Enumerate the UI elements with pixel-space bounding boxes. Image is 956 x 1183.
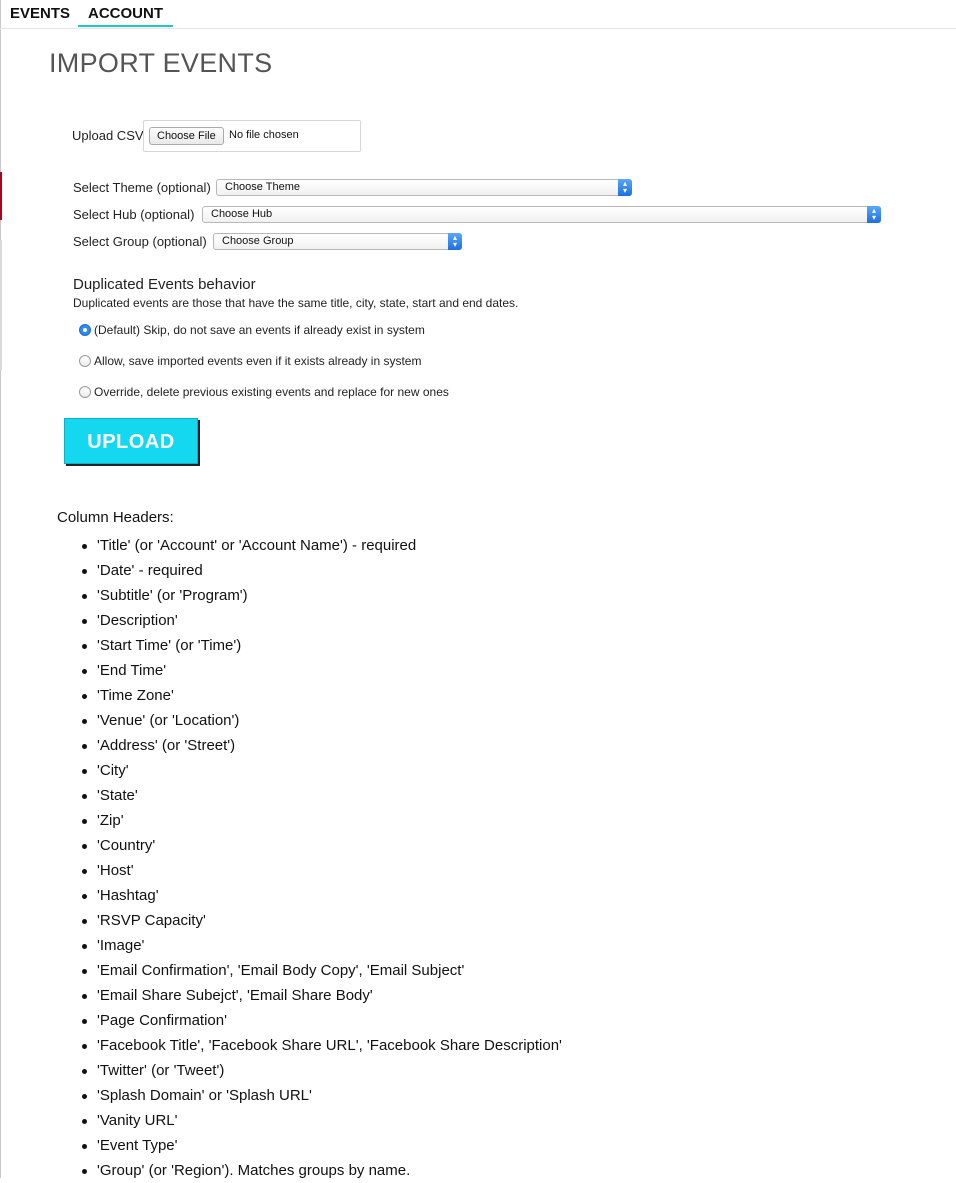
tab-events[interactable]: EVENTS [10,5,71,22]
sidebar-edge-shade [0,240,2,370]
top-navigation [0,0,956,29]
hub-select-label: Select Hub (optional) [73,207,195,222]
list-item: 'End Time' [80,658,562,683]
list-item: 'Twitter' (or 'Tweet') [80,1058,562,1083]
list-item: 'Country' [80,833,562,858]
list-item: 'Page Confirmation' [80,1008,562,1033]
list-item: 'Start Time' (or 'Time') [80,633,562,658]
list-item: 'Title' (or 'Account' or 'Account Name') - required [80,533,562,558]
list-item: 'City' [80,758,562,783]
group-select[interactable] [213,233,462,250]
hub-select[interactable] [202,206,881,223]
column-headers-title: Column Headers: [57,509,174,526]
group-select-value: Choose Group [222,235,294,247]
theme-select-label: Select Theme (optional) [73,180,211,195]
list-item: 'Hashtag' [80,883,562,908]
radio-unchecked-icon[interactable] [79,386,91,398]
list-item: 'Image' [80,933,562,958]
upload-button[interactable]: UPLOAD [64,418,198,464]
radio-label: (Default) Skip, do not save an events if already exist in system [94,323,425,337]
radio-checked-icon[interactable] [79,324,91,336]
list-item: 'RSVP Capacity' [80,908,562,933]
list-item: 'Splash Domain' or 'Splash URL' [80,1083,562,1108]
list-item: 'Description' [80,608,562,633]
list-item: 'Venue' (or 'Location') [80,708,562,733]
theme-select-value: Choose Theme [225,181,301,193]
file-status: No file chosen [229,129,299,141]
select-arrows-icon: ▴ ▾ [618,179,632,196]
duplicates-title: Duplicated Events behavior [73,276,256,293]
list-item: 'Event Type' [80,1133,562,1158]
file-input[interactable] [143,120,361,152]
page-title: IMPORT EVENTS [49,48,273,78]
list-item: 'Vanity URL' [80,1108,562,1133]
list-item: 'Group' (or 'Region'). Matches groups by name. [80,1158,562,1183]
hub-select-value: Choose Hub [211,208,273,220]
list-item: 'Facebook Title', 'Facebook Share URL', 'Facebook Share Description' [80,1033,562,1058]
list-item: 'Address' (or 'Street') [80,733,562,758]
column-headers-list [80,533,562,1183]
tab-account[interactable]: ACCOUNT [78,0,173,27]
sidebar-edge-marker [0,172,2,220]
list-item: 'Email Share Subejct', 'Email Share Body' [80,983,562,1008]
list-item: 'Host' [80,858,562,883]
list-item: 'Time Zone' [80,683,562,708]
upload-csv-label: Upload CSV [72,128,144,143]
list-item: 'Date' - required [80,558,562,583]
radio-label: Allow, save imported events even if it exists already in system [94,354,422,368]
list-item: 'Email Confirmation', 'Email Body Copy', 'Email Subject' [80,958,562,983]
group-select-label: Select Group (optional) [73,234,207,249]
duplicates-description: Duplicated events are those that have the same title, city, state, start and end dates. [73,296,519,310]
select-arrows-icon: ▴ ▾ [448,233,462,250]
list-item: 'Subtitle' (or 'Program') [80,583,562,608]
list-item: 'State' [80,783,562,808]
list-item: 'Zip' [80,808,562,833]
choose-file-button[interactable]: Choose File [149,127,224,145]
theme-select[interactable] [216,179,632,196]
radio-unchecked-icon[interactable] [79,355,91,367]
radio-label: Override, delete previous existing events and replace for new ones [94,385,449,399]
select-arrows-icon: ▴ ▾ [867,206,881,223]
